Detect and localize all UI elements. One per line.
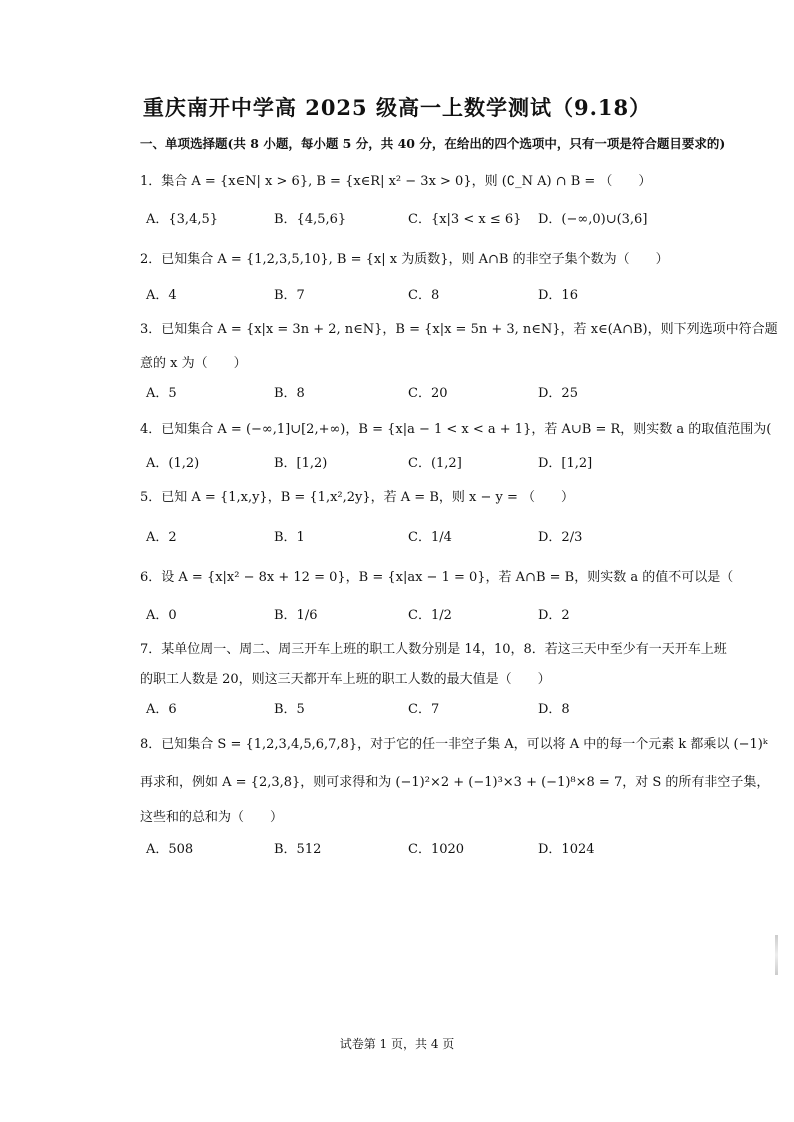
option-b: B．7 <box>274 288 305 303</box>
option-a: A．0 <box>146 608 177 623</box>
option-d: D．2 <box>538 608 570 623</box>
option-d: D．(−∞,0)∪(3,6] <box>538 212 648 227</box>
option-c: C．7 <box>408 702 440 717</box>
option-a: A．6 <box>146 702 177 717</box>
option-c: C．1/2 <box>408 608 452 623</box>
option-b: B．[1,2) <box>274 456 328 471</box>
scan-edge-mark <box>775 935 778 975</box>
option-b: B．512 <box>274 842 322 857</box>
option-a: A．5 <box>146 386 177 401</box>
question-7-stem-line-2: 的职工人数是 20，则这三天都开车上班的职工人数的最大值是（ ） <box>140 672 551 687</box>
question-1-options <box>146 208 746 234</box>
question-1-stem: 1．集合 A = {x∈N| x > 6}, B = {x∈R| x² − 3x > 0}，则 (∁_N A) ∩ B = （ ） <box>140 174 652 189</box>
question-5-options <box>146 526 746 552</box>
question-7-options <box>146 698 746 724</box>
exam-title: 重庆南开中学高 2025 级高一上数学测试（9.18） <box>142 95 652 120</box>
question-4-stem: 4．已知集合 A = (−∞,1]∪[2,+∞)，B = {x|a − 1 < x < a + 1}，若 A∪B = R，则实数 a 的取值范围为( <box>140 422 772 437</box>
option-b: B．5 <box>274 702 305 717</box>
question-4-options <box>146 452 746 478</box>
option-b: B．1/6 <box>274 608 318 623</box>
option-d: D．8 <box>538 702 570 717</box>
option-c: C．8 <box>408 288 440 303</box>
question-7-stem-line-1: 7．某单位周一、周二、周三开车上班的职工人数分别是 14，10，8．若这三天中至少有一天开车上班 <box>140 642 727 657</box>
page-footer: 试卷第 1 页，共 4 页 <box>339 1037 455 1051</box>
question-5-stem: 5．已知 A = {1,x,y}，B = {1,x²,2y}，若 A = B，则 x − y = （ ） <box>140 490 575 505</box>
question-6-stem: 6．设 A = {x|x² − 8x + 12 = 0}，B = {x|ax − 1 = 0}，若 A∩B = B，则实数 a 的值不可以是（ <box>140 570 734 585</box>
question-3-options <box>146 382 746 408</box>
option-b: B．8 <box>274 386 305 401</box>
question-8-stem-line-1: 8．已知集合 S = {1,2,3,4,5,6,7,8}，对于它的任一非空子集 A，可以将 A 中的每一个元素 k 都乘以 (−1)ᵏ <box>140 737 768 752</box>
question-3-stem-line-1: 3．已知集合 A = {x|x = 3n + 2, n∈N}，B = {x|x = 5n + 3, n∈N}，若 x∈(A∩B)，则下列选项中符合题 <box>140 322 778 337</box>
option-c: C．1/4 <box>408 530 452 545</box>
option-a: A．4 <box>146 288 177 303</box>
option-c: C．(1,2] <box>408 456 462 471</box>
question-6-options <box>146 604 746 630</box>
question-8-stem-line-3: 这些和的总和为（ ） <box>140 810 284 825</box>
option-c: C．1020 <box>408 842 465 857</box>
option-d: D．16 <box>538 288 578 303</box>
option-d: D．1024 <box>538 842 595 857</box>
option-d: D．2/3 <box>538 530 583 545</box>
option-b: B．1 <box>274 530 305 545</box>
question-2-options <box>146 284 746 310</box>
section-header: 一、单项选择题(共 8 小题，每小题 5 分，共 40 分，在给出的四个选项中，只有一项是符合题目要求的) <box>140 136 726 151</box>
question-8-options <box>146 838 746 864</box>
option-d: D．25 <box>538 386 578 401</box>
question-8-stem-line-2: 再求和，例如 A = {2,3,8}，则可求得和为 (−1)²×2 + (−1)³×3 + (−1)⁸×8 = 7，对 S 的所有非空子集， <box>140 775 770 790</box>
option-c: C．20 <box>408 386 448 401</box>
option-a: A．{3,4,5} <box>146 212 219 227</box>
option-a: A．508 <box>146 842 194 857</box>
option-a: A．(1,2) <box>146 456 200 471</box>
option-c: C．{x|3 < x ≤ 6} <box>408 212 522 227</box>
option-a: A．2 <box>146 530 177 545</box>
question-2-stem: 2．已知集合 A = {1,2,3,5,10}, B = {x| x 为质数}，则 A∩B 的非空子集个数为（ ） <box>140 252 669 267</box>
option-b: B．{4,5,6} <box>274 212 347 227</box>
question-3-stem-line-2: 意的 x 为（ ） <box>140 356 247 371</box>
option-d: D．[1,2] <box>538 456 593 471</box>
